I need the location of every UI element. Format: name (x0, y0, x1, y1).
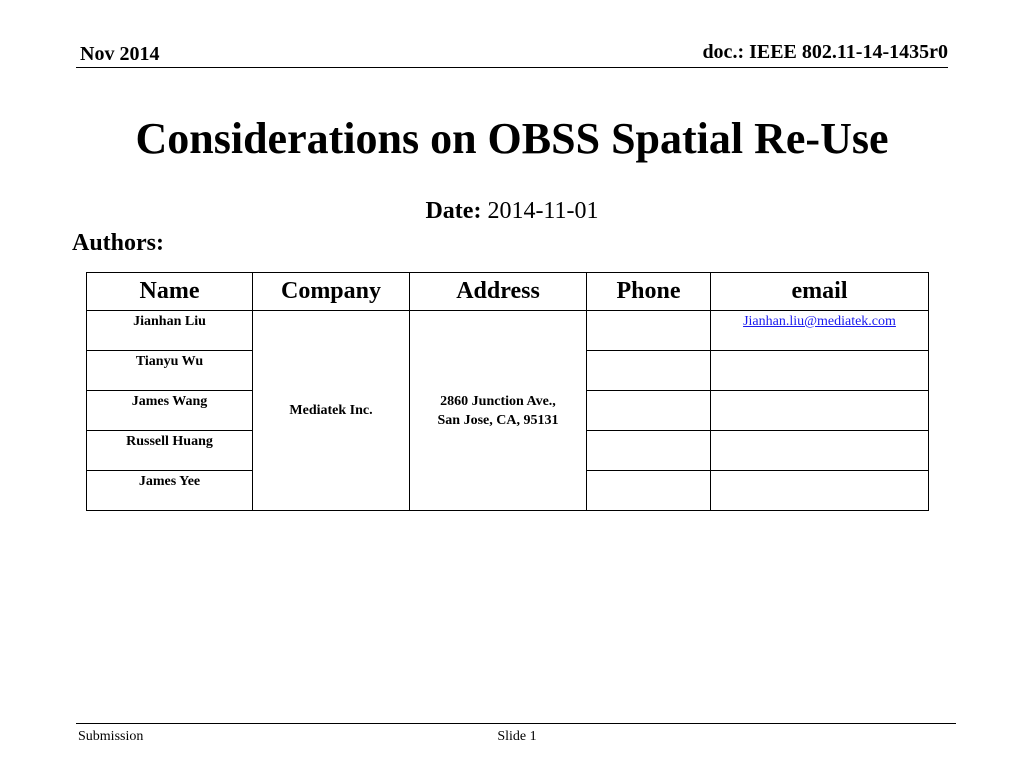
footer-submission: Submission (78, 729, 144, 744)
author-phone (587, 471, 711, 511)
address-line-2: San Jose, CA, 95131 (437, 412, 559, 428)
email-link[interactable]: Jianhan.liu@mediatek.com (743, 314, 896, 329)
table-header-row (87, 273, 929, 311)
date-label: Date: (425, 198, 482, 224)
column-header-email: email (711, 273, 929, 311)
table-row (87, 311, 929, 351)
author-name: James Wang (87, 391, 253, 431)
column-header-phone: Phone (587, 273, 711, 311)
authors-table (86, 272, 929, 511)
address-line-1: 2860 Junction Ave., (440, 393, 556, 409)
column-header-name: Name (87, 273, 253, 311)
author-name: Russell Huang (87, 431, 253, 471)
author-phone (587, 311, 711, 351)
header-doc-id: doc.: IEEE 802.11-14-1435r0 (702, 41, 948, 63)
author-name: Tianyu Wu (87, 351, 253, 391)
date-value: 2014-11-01 (487, 198, 599, 224)
author-email-cell (711, 391, 929, 431)
author-email-cell (711, 471, 929, 511)
author-name: Jianhan Liu (87, 311, 253, 351)
author-phone (587, 351, 711, 391)
company-cell: Mediatek Inc. (253, 311, 410, 511)
author-email-cell (711, 351, 929, 391)
author-email-cell (711, 311, 929, 351)
author-email-cell (711, 431, 929, 471)
footer-slide-number: Slide 1 (497, 729, 537, 744)
header-date: Nov 2014 (80, 43, 160, 65)
footer-divider (76, 723, 956, 724)
authors-heading: Authors: (72, 230, 165, 256)
author-phone (587, 391, 711, 431)
column-header-address: Address (410, 273, 587, 311)
header-divider (76, 67, 948, 68)
author-phone (587, 431, 711, 471)
address-cell (410, 311, 587, 511)
author-name: James Yee (87, 471, 253, 511)
date-line (0, 196, 1024, 226)
column-header-company: Company (253, 273, 410, 311)
slide-title: Considerations on OBSS Spatial Re-Use (135, 114, 889, 163)
